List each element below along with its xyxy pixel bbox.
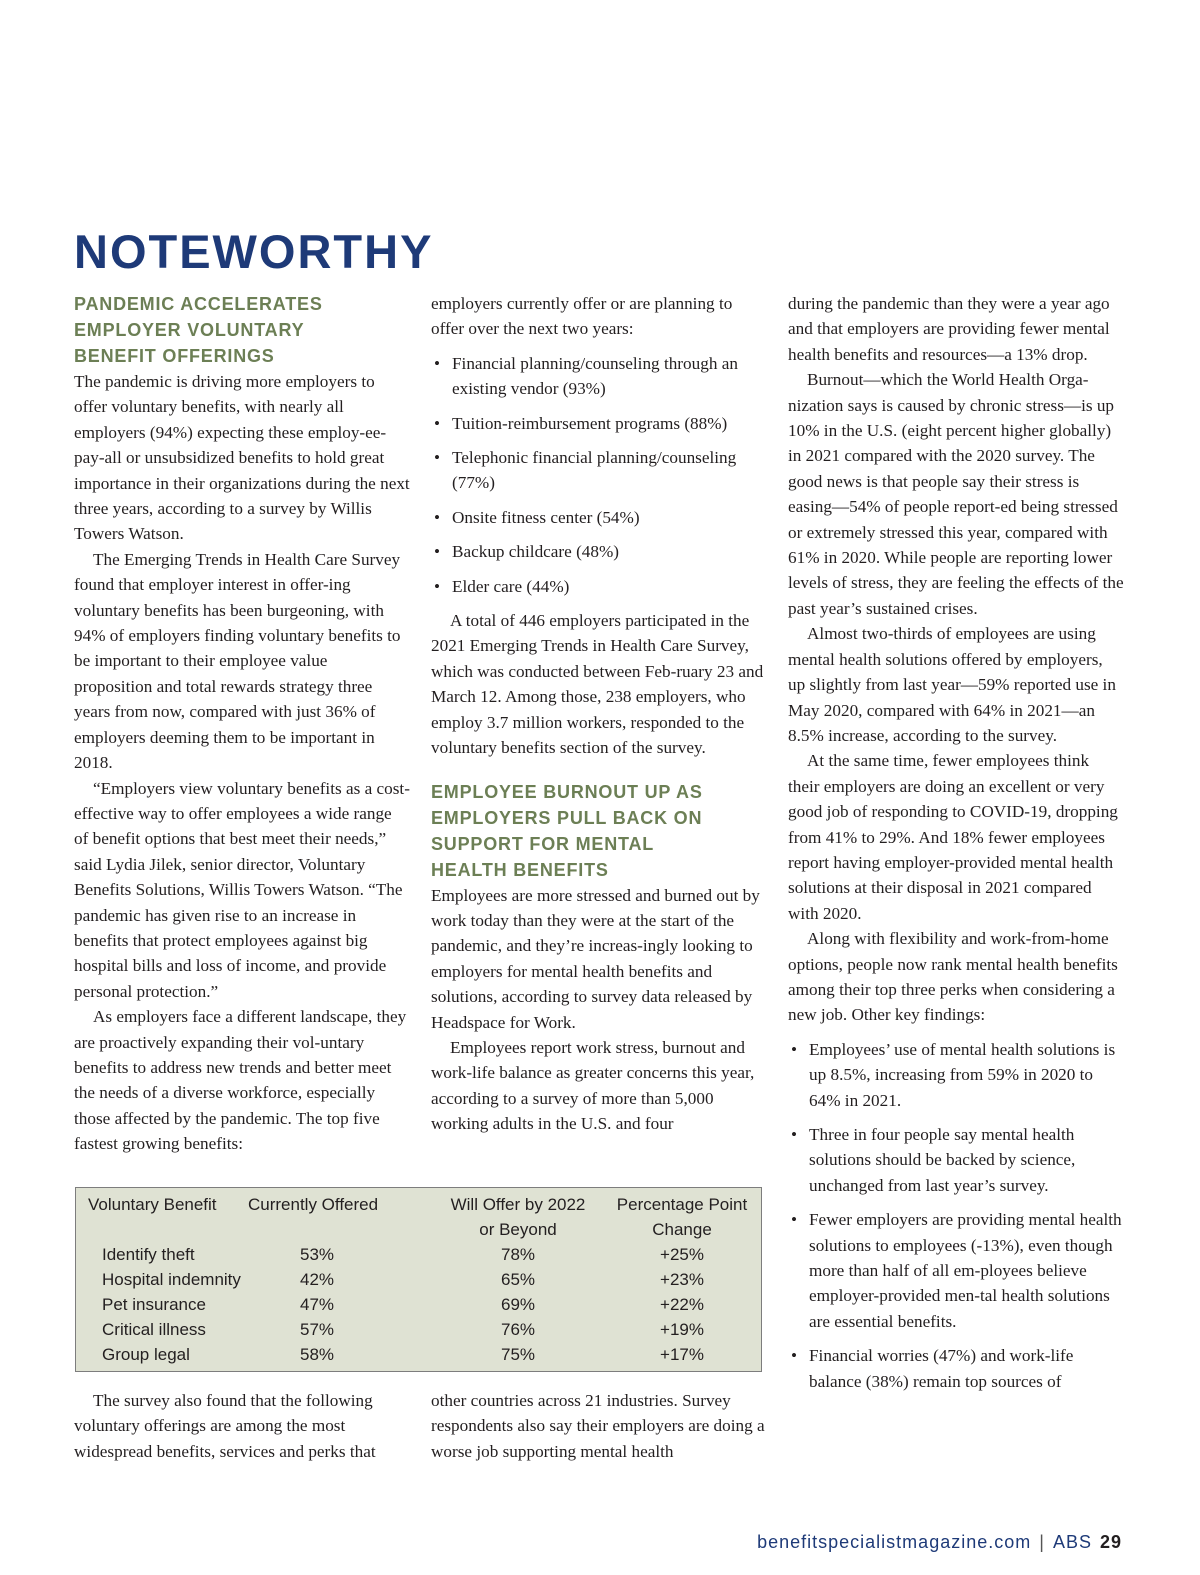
- footer-site-url: benefitspecialistmagazine.com: [757, 1532, 1032, 1552]
- column-1: [74, 291, 410, 1157]
- paragraph: A total of 446 employers participated in the 2021 Emerging Trends in Health Care Survey, which was conducted between Feb-ruary 23 and March 12. Among those, 238 employers, who employ 3.7 million workers, responded to the voluntary benefits section of the survey.: [431, 611, 764, 758]
- table-row: [76, 1292, 761, 1317]
- paragraph: The pandemic is driving more employers to offer voluntary benefits, with nearly all employers (94%) expecting these employ-ee-pay-all or unsubsidized benefits to hold great importance in their organizations during the next three years, according to a survey by Willis Towers Watson.: [74, 372, 410, 544]
- cell-future: 78%: [500, 1245, 536, 1264]
- cell-current: 47%: [300, 1295, 335, 1314]
- list-item: • Onsite fitness center (54%): [431, 505, 767, 530]
- cell-future: 75%: [500, 1345, 536, 1364]
- cell-change: +23%: [660, 1270, 704, 1289]
- paragraph: At the same time, fewer employees think their employers are doing an excellent or very good job of responding to COVID-19, dropping from 41% to 29%. And 18% fewer employees report having employer-provided mental health solutions at their disposal in 2021 compared with 2020.: [788, 751, 1118, 923]
- column-header: Currently Offered: [248, 1195, 379, 1214]
- footer-publication: ABS: [1052, 1532, 1092, 1552]
- list-item: • Financial planning/counseling through an existing vendor (93%): [431, 351, 767, 402]
- cell-benefit: Identify theft: [102, 1245, 195, 1264]
- column-3: [788, 291, 1124, 1403]
- table-header-row: [76, 1192, 761, 1242]
- paragraph: Employees are more stressed and burned out by work today than they were at the start of the pandemic, and they’re increas-ingly looking to employers for mental health benefits and solutions, according to survey data released by Headspace for Work.: [431, 885, 760, 1032]
- page-footer: [757, 1532, 1122, 1553]
- cell-current: 57%: [300, 1320, 335, 1339]
- cell-current: 42%: [300, 1270, 335, 1289]
- paragraph: The survey also found that the following voluntary offerings are among the most widespread benefits, services and perks that: [74, 1391, 376, 1461]
- column-2: [431, 291, 767, 1137]
- section-heading-voluntary-benefits: PANDEMIC ACCELERATES EMPLOYER VOLUNTARY BENEFIT OFFERINGS: [74, 294, 323, 366]
- list-item: • Tuition-reimbursement programs (88%): [431, 411, 767, 436]
- column-header: Will Offer by 2022 or Beyond: [450, 1195, 586, 1239]
- cell-future: 76%: [500, 1320, 536, 1339]
- paragraph: other countries across 21 industries. Survey respondents also say their employers are doing a worse job supporting mental health: [431, 1391, 765, 1461]
- cell-change: +22%: [660, 1295, 704, 1314]
- table-row: [76, 1242, 761, 1267]
- paragraph: The Emerging Trends in Health Care Survey found that employer interest in offer-ing voluntary benefits has been burgeoning, with 94% of employers finding voluntary benefits to be important to their employee value proposition and total rewards strategy three years from now, compared with just 36% of employers deeming them to be important in 2018.: [74, 549, 401, 773]
- cell-current: 58%: [300, 1345, 335, 1364]
- section-heading-burnout: EMPLOYEE BURNOUT UP AS EMPLOYERS PULL BACK ON SUPPORT FOR MENTAL HEALTH BENEFITS: [431, 781, 703, 880]
- bullet-list-findings: [788, 1037, 1124, 1394]
- page-number: 29: [1099, 1532, 1122, 1552]
- cell-change: +19%: [660, 1320, 704, 1339]
- cell-future: 65%: [500, 1270, 536, 1289]
- cell-change: +25%: [660, 1245, 704, 1264]
- cell-future: 69%: [500, 1295, 536, 1314]
- cell-change: +17%: [660, 1345, 704, 1364]
- list-item: • Employees’ use of mental health solutions is up 8.5%, increasing from 59% in 2020 to 64% in 2021.: [788, 1037, 1124, 1113]
- paragraph: during the pandemic than they were a year ago and that employers are providing fewer mental health benefits and resources—a 13% drop.: [788, 294, 1110, 364]
- list-item: • Financial worries (47%) and work-life balance (38%) remain top sources of: [788, 1343, 1124, 1394]
- table-row: [76, 1342, 761, 1367]
- footer-divider: |: [1039, 1532, 1045, 1552]
- list-item: • Telephonic financial planning/counseling (77%): [431, 445, 767, 496]
- paragraph: Burnout—which the World Health Orga-nization says is caused by chronic stress—is up 10% in the U.S. (eight percent higher globally) in 2021 compared with the 2020 survey. The good news is that people say their stress is easing—54% of people report-ed being stressed or extremely stressed this year, compared with 61% in 2020. While people are reporting lower levels of stress, they are feeling the effects of the past year’s sustained crises.: [788, 370, 1124, 618]
- cell-benefit: Critical illness: [102, 1320, 206, 1339]
- paragraph: Employees report work stress, burnout and work-life balance as greater concerns this year, according to a survey of more than 5,000 working adults in the U.S. and four: [431, 1037, 755, 1134]
- cell-benefit: Hospital indemnity: [102, 1270, 241, 1289]
- list-item: • Elder care (44%): [431, 574, 767, 599]
- table-row: [76, 1267, 761, 1292]
- cell-benefit: Group legal: [102, 1345, 190, 1364]
- table-row: [76, 1317, 761, 1342]
- column-1-continued: [74, 1388, 410, 1464]
- list-item: • Three in four people say mental health solutions should be backed by science, unchanged from last year’s survey.: [788, 1122, 1124, 1198]
- paragraph: Almost two-thirds of employees are using mental health solutions offered by employers, up slightly from last year—59% reported use in May 2020, compared with 64% in 2021—an 8.5% increase, according to the survey.: [788, 624, 1116, 745]
- column-header: Voluntary Benefit: [88, 1195, 217, 1214]
- voluntary-benefits-table: [75, 1187, 762, 1372]
- column-header: Percentage Point Change: [616, 1195, 748, 1239]
- paragraph: employers currently offer or are planning to offer over the next two years:: [431, 294, 733, 339]
- cell-benefit: Pet insurance: [102, 1295, 206, 1314]
- cell-current: 53%: [300, 1245, 335, 1264]
- paragraph: As employers face a different landscape, they are proactively expanding their vol-untary benefits to address new trends and better meet the needs of a diverse workforce, especially those affected by the pandemic. The top five fastest growing benefits:: [74, 1007, 407, 1154]
- page-title: NOTEWORTHY: [74, 225, 434, 278]
- bullet-list-offerings: [431, 351, 767, 599]
- list-item: • Fewer employers are providing mental health solutions to employees (-13%), even though more than half of all em-ployees believe employer-provided men-tal health solutions are essential benefits.: [788, 1207, 1124, 1334]
- paragraph-quote: “Employers view voluntary benefits as a cost-effective way to offer employees a wide range of benefit options that best meet their needs,” said Lydia Jilek, senior director, Voluntary Benefits Solutions, Willis Towers Watson. “The pandemic has given rise to an increase in benefits that protect employees against big hospital bills and loss of income, and provide personal protection.”: [74, 778, 410, 1001]
- list-item: • Backup childcare (48%): [431, 539, 767, 564]
- column-2-continued: [431, 1388, 767, 1464]
- paragraph: Along with flexibility and work-from-home options, people now rank mental health benefits among their top three perks when considering a new job. Other key findings:: [788, 929, 1118, 1025]
